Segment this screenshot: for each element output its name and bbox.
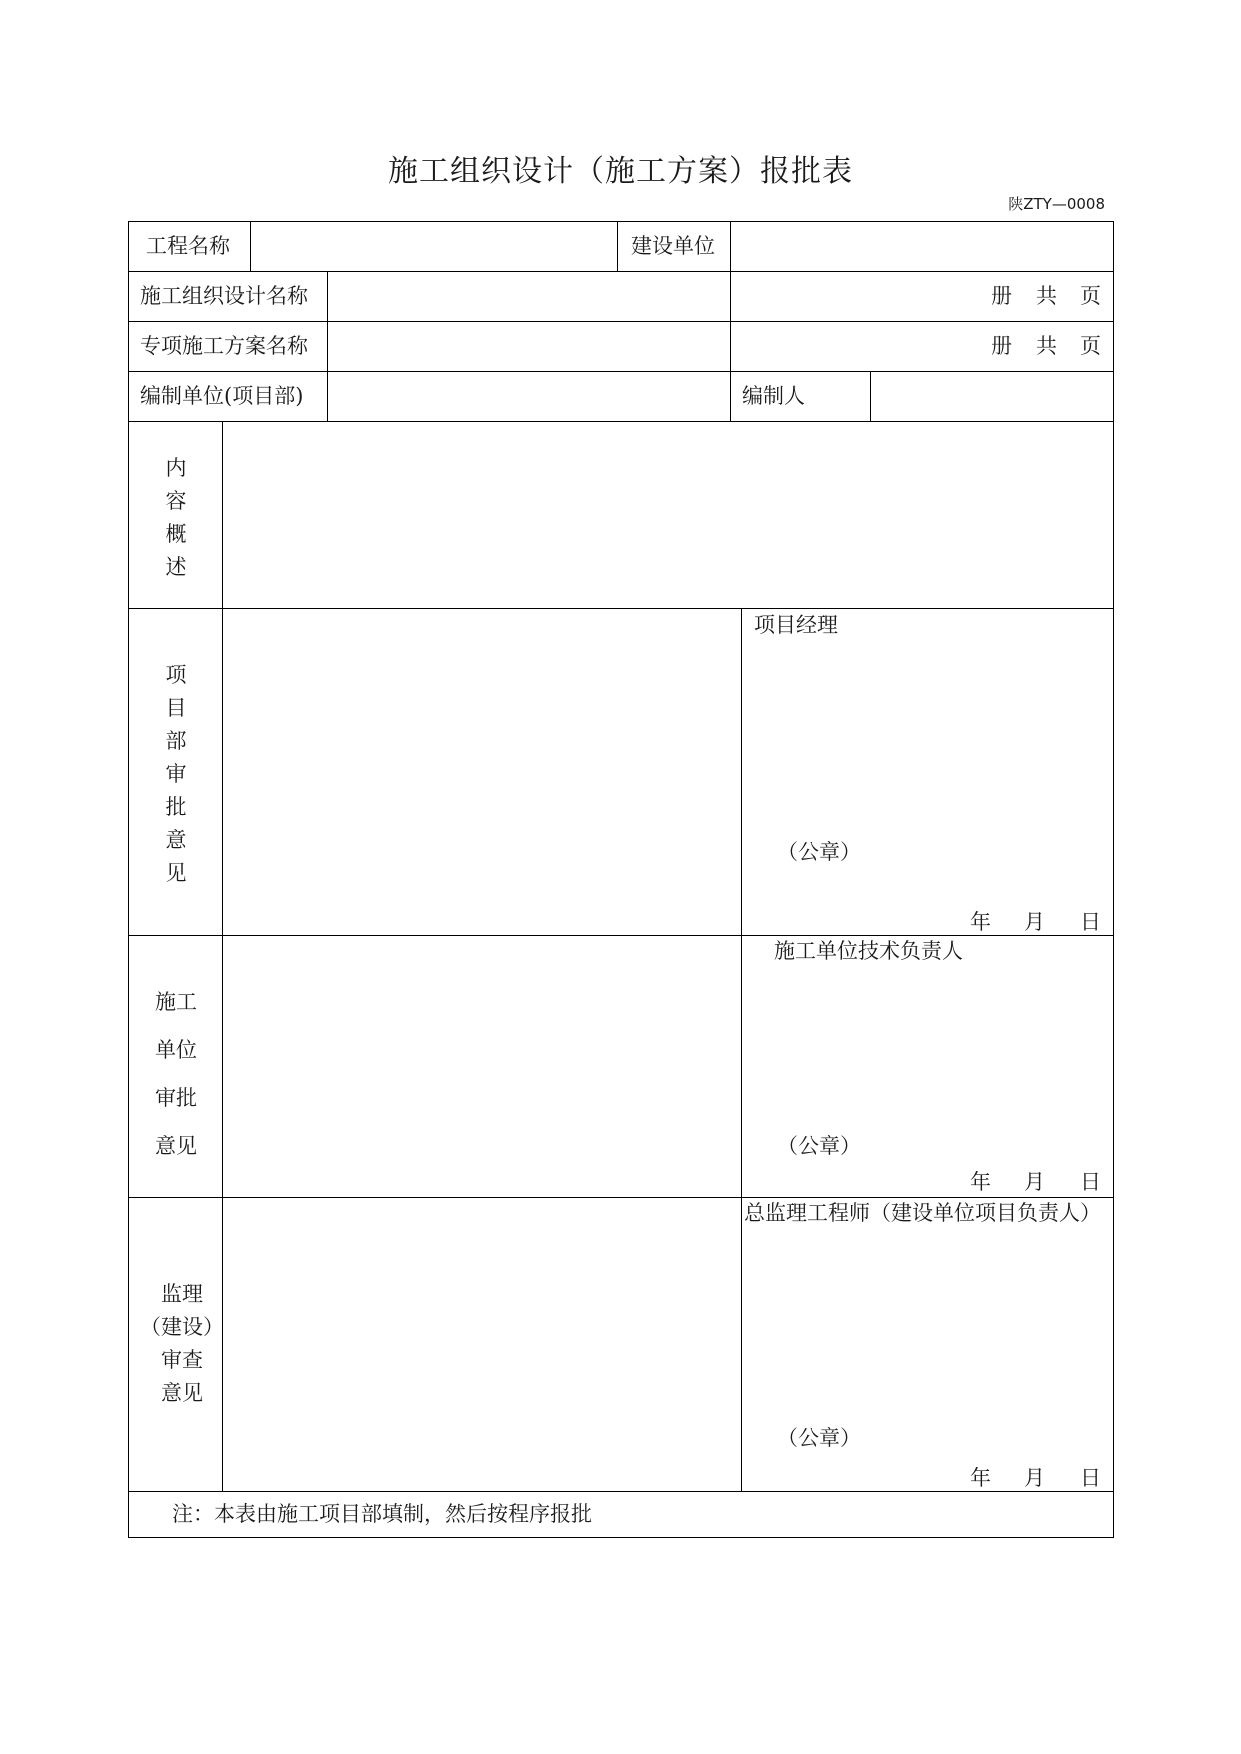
grid-line [128, 221, 1114, 222]
grid-line [128, 608, 1114, 609]
label-char: 目 [165, 696, 187, 720]
label-line: （建设） [140, 1315, 224, 1339]
form-code: 陕ZTY—0008 [1008, 195, 1105, 213]
compiler-label: 编制人 [742, 384, 805, 408]
compiling-unit-label: 编制单位(项目部) [140, 384, 304, 408]
label-line: 单位 [155, 1038, 197, 1062]
grid-line [128, 321, 1114, 322]
grid-line [250, 221, 251, 271]
special-plan-label: 专项施工方案名称 [140, 334, 308, 358]
page-label: 页 [1080, 334, 1101, 358]
grid-line [128, 221, 129, 1538]
month-label: 月 [1024, 1466, 1045, 1490]
label-line: 意见 [161, 1381, 203, 1405]
month-label: 月 [1024, 1170, 1045, 1194]
technical-lead-label: 施工单位技术负责人 [774, 939, 963, 963]
label-char: 内 [165, 456, 187, 480]
footnote: 注：本表由施工项目部填制，然后按程序报批 [172, 1502, 592, 1526]
grid-line [730, 221, 731, 271]
grid-line [128, 1537, 1114, 1538]
day-label: 日 [1080, 1466, 1101, 1490]
seal-label: （公章） [777, 840, 861, 864]
year-label: 年 [970, 1170, 991, 1194]
content-summary-label [156, 452, 196, 584]
grid-line [128, 1491, 1114, 1492]
grid-line [741, 608, 742, 1491]
year-label: 年 [970, 1466, 991, 1490]
label-line: 意见 [155, 1134, 197, 1158]
day-label: 日 [1080, 1170, 1101, 1194]
page-label: 页 [1080, 284, 1101, 308]
label-char: 述 [165, 555, 187, 579]
grid-line [128, 271, 1114, 272]
total-label: 共 [1036, 284, 1057, 308]
grid-line [1113, 221, 1114, 1538]
label-char: 项 [165, 663, 187, 687]
total-label: 共 [1036, 334, 1057, 358]
grid-line [128, 371, 1114, 372]
contractor-label [146, 978, 206, 1170]
day-label: 日 [1080, 910, 1101, 934]
grid-line [617, 221, 618, 271]
chief-supervisor-label: 总监理工程师（建设单位项目负责人） [744, 1201, 1101, 1225]
grid-line [870, 371, 871, 421]
grid-line [128, 1197, 1114, 1198]
label-char: 批 [165, 795, 187, 819]
seal-label: （公章） [777, 1134, 861, 1158]
label-char: 部 [165, 729, 187, 753]
label-char: 容 [165, 489, 187, 513]
project-dept-label [156, 659, 196, 890]
grid-line [730, 271, 731, 421]
grid-line [128, 935, 1114, 936]
label-line: 审批 [155, 1086, 197, 1110]
supervision-label [138, 1278, 226, 1410]
label-char: 概 [165, 522, 187, 546]
project-manager-label: 项目经理 [754, 613, 838, 637]
label-char: 审 [165, 762, 187, 786]
volume-label: 册 [991, 334, 1012, 358]
year-label: 年 [970, 910, 991, 934]
construction-unit-label: 建设单位 [631, 234, 715, 258]
grid-line [327, 271, 328, 421]
label-line: 施工 [155, 990, 197, 1014]
label-line: 审查 [161, 1348, 203, 1372]
project-name-label: 工程名称 [146, 234, 230, 258]
label-char: 见 [165, 861, 187, 885]
label-char: 意 [165, 828, 187, 852]
design-name-label: 施工组织设计名称 [140, 284, 308, 308]
grid-line [128, 421, 1114, 422]
month-label: 月 [1024, 910, 1045, 934]
form-title: 施工组织设计（施工方案）报批表 [388, 154, 853, 189]
volume-label: 册 [991, 284, 1012, 308]
seal-label: （公章） [777, 1426, 861, 1450]
label-line: 监理 [161, 1282, 203, 1306]
